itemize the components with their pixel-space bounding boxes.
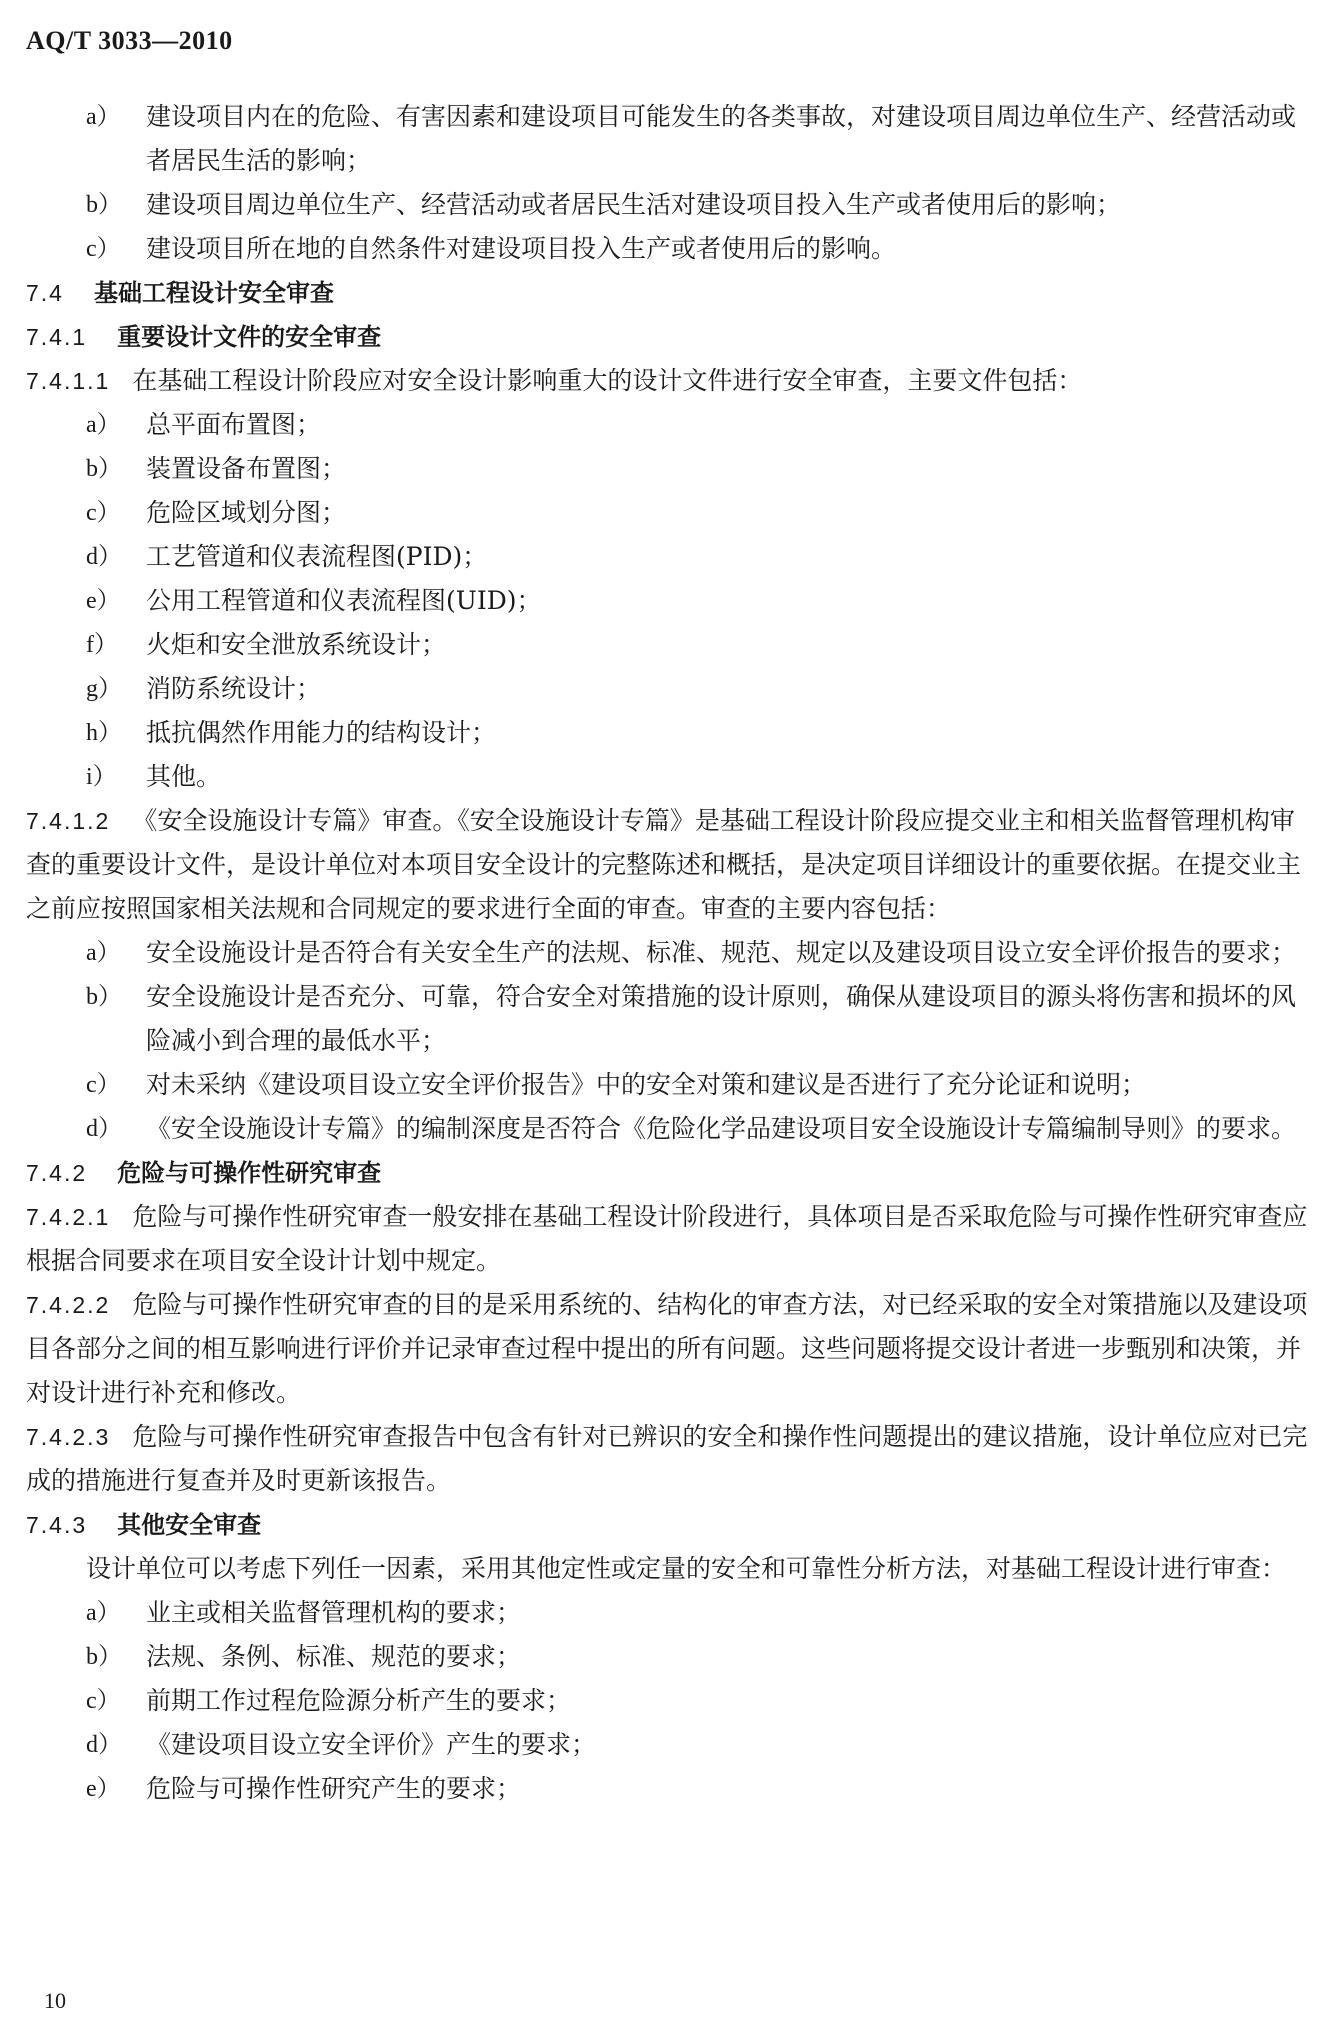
list-item-text: 法规、条例、标准、规范的要求； — [146, 1642, 522, 1671]
clause-number: 7.4.2.3 — [26, 1424, 111, 1450]
list-item-text: 总平面布置图； — [146, 410, 322, 439]
list-item-text: 建设项目内在的危险、有害因素和建设项目可能发生的各类事故，对建设项目周边单位生产、经营活动或者居民生活的影响； — [146, 102, 1297, 175]
list-item-label: b） — [86, 984, 122, 1010]
list-item — [26, 1063, 1309, 1107]
list-item — [26, 95, 1309, 183]
list-item-label: c） — [86, 1072, 121, 1098]
section-number: 7.4 — [26, 280, 64, 306]
list-item-label: a） — [86, 104, 121, 130]
list-item-label: e） — [86, 1776, 121, 1802]
clause-number: 7.4.1.2 — [26, 808, 111, 834]
section-title: 危险与可操作性研究审查 — [117, 1159, 382, 1187]
list-item-label: d） — [86, 1116, 122, 1142]
page-number: 10 — [44, 1988, 66, 2013]
list-item — [26, 711, 1309, 755]
list-item — [26, 227, 1309, 271]
list-item — [26, 1591, 1309, 1635]
list-item-text: 对未采纳《建设项目设立安全评价报告》中的安全对策和建议是否进行了充分论证和说明； — [146, 1070, 1147, 1099]
list-item — [26, 931, 1309, 975]
list-item — [26, 447, 1309, 491]
list-item-text: 《安全设施设计专篇》的编制深度是否符合《危险化学品建设项目安全设施设计专篇编制导则》的要求。 — [146, 1114, 1297, 1143]
list-item — [26, 667, 1309, 711]
list-item-label: a） — [86, 412, 121, 438]
list-item — [26, 975, 1309, 1063]
section-title: 重要设计文件的安全审查 — [117, 323, 382, 351]
list-item-text: 消防系统设计； — [146, 674, 322, 703]
list-item-text: 安全设施设计是否符合有关安全生产的法规、标准、规范、规定以及建设项目设立安全评价报告的要求； — [146, 938, 1297, 967]
list-item-text: 前期工作过程危险源分析产生的要求； — [146, 1686, 572, 1715]
clause-number: 7.4.2.2 — [26, 1292, 111, 1318]
list-item — [26, 1107, 1309, 1151]
list-item-label: c） — [86, 1688, 121, 1714]
list-item-text: 危险与可操作性研究产生的要求； — [146, 1774, 522, 1803]
section-number: 7.4.2 — [26, 1160, 88, 1186]
list-item — [26, 623, 1309, 667]
section-title: 基础工程设计安全审查 — [93, 279, 334, 307]
clause-number: 7.4.1.1 — [26, 368, 111, 394]
list-item-label: g） — [86, 676, 122, 702]
list-item-text: 工艺管道和仪表流程图(PID)； — [146, 542, 488, 571]
list-item-label: c） — [86, 500, 121, 526]
clause-number: 7.4.2.1 — [26, 1204, 111, 1230]
list-item-text: 公用工程管道和仪表流程图(UID)； — [146, 586, 542, 615]
section-number: 7.4.1 — [26, 324, 88, 350]
section-title: 其他安全审查 — [117, 1511, 262, 1539]
list-item-text: 安全设施设计是否充分、可靠，符合安全对策措施的设计原则，确保从建设项目的源头将伤害和损坏的风险减小到合理的最低水平； — [146, 982, 1297, 1055]
clause-text: 《安全设施设计专篇》审查。《安全设施设计专篇》是基础工程设计阶段应提交业主和相关监督管理机构审查的重要设计文件，是设计单位对本项目安全设计的完整陈述和概括，是决定项目详细设计的重要依据。在提交业主之前应按照国家相关法规和合同规定的要求进行全面的审查。审查的主要内容包括： — [26, 806, 1302, 923]
clause-paragraph — [26, 359, 1309, 403]
list-item-label: f） — [86, 632, 118, 658]
list-item-text: 建设项目所在地的自然条件对建设项目投入生产或者使用后的影响。 — [146, 234, 897, 263]
clause-text: 危险与可操作性研究审查报告中包含有针对已辨识的安全和操作性问题提出的建议措施，设计单位应对已完成的措施进行复查并及时更新该报告。 — [26, 1422, 1308, 1495]
clause-paragraph — [26, 1283, 1309, 1415]
list-item-label: i） — [86, 764, 117, 790]
list-item-text: 装置设备布置图； — [146, 454, 347, 483]
document-body — [26, 95, 1309, 1811]
list-item — [26, 403, 1309, 447]
list-item-text: 业主或相关监督管理机构的要求； — [146, 1598, 522, 1627]
list-item-label: h） — [86, 720, 122, 746]
list-item-text: 《建设项目设立安全评价》产生的要求； — [146, 1730, 597, 1759]
list-item — [26, 491, 1309, 535]
section-number: 7.4.3 — [26, 1512, 88, 1538]
clause-paragraph — [26, 1415, 1309, 1503]
list-item-label: b） — [86, 192, 122, 218]
clause-text: 危险与可操作性研究审查一般安排在基础工程设计阶段进行，具体项目是否采取危险与可操作性研究审查应根据合同要求在项目安全设计计划中规定。 — [26, 1202, 1308, 1275]
list-item-label: d） — [86, 1732, 122, 1758]
list-item — [26, 579, 1309, 623]
list-item — [26, 1635, 1309, 1679]
clause-paragraph — [26, 799, 1309, 931]
clause-text: 在基础工程设计阶段应对安全设计影响重大的设计文件进行安全审查，主要文件包括： — [132, 366, 1083, 395]
list-item-label: b） — [86, 1644, 122, 1670]
body-paragraph: 设计单位可以考虑下列任一因素，采用其他定性或定量的安全和可靠性分析方法，对基础工程设计进行审查： — [86, 1554, 1287, 1583]
list-item-label: b） — [86, 456, 122, 482]
list-item — [26, 1723, 1309, 1767]
section-heading — [26, 315, 1309, 359]
list-item — [26, 535, 1309, 579]
section-heading — [26, 1503, 1309, 1547]
clause-paragraph — [26, 1195, 1309, 1283]
list-item-label: d） — [86, 544, 122, 570]
list-item — [26, 755, 1309, 799]
list-item-label: c） — [86, 236, 121, 262]
list-item — [26, 183, 1309, 227]
list-item-label: a） — [86, 1600, 121, 1626]
list-item-text: 火炬和安全泄放系统设计； — [146, 630, 447, 659]
list-item-label: a） — [86, 940, 121, 966]
list-item — [26, 1679, 1309, 1723]
clause-text: 危险与可操作性研究审查的目的是采用系统的、结构化的审查方法，对已经采取的安全对策措施以及建设项目各部分之间的相互影响进行评价并记录审查过程中提出的所有问题。这些问题将提交设计者进一步甄别和决策，并对设计进行补充和修改。 — [26, 1290, 1308, 1407]
list-item-label: e） — [86, 588, 121, 614]
list-item-text: 其他。 — [146, 762, 222, 791]
section-heading — [26, 271, 1309, 315]
document-header: AQ/T 3033—2010 — [26, 26, 233, 55]
list-item — [26, 1767, 1309, 1811]
list-item-text: 抵抗偶然作用能力的结构设计； — [146, 718, 497, 747]
list-item-text: 危险区域划分图； — [146, 498, 347, 527]
section-heading — [26, 1151, 1309, 1195]
list-item-text: 建设项目周边单位生产、经营活动或者居民生活对建设项目投入生产或者使用后的影响； — [146, 190, 1122, 219]
